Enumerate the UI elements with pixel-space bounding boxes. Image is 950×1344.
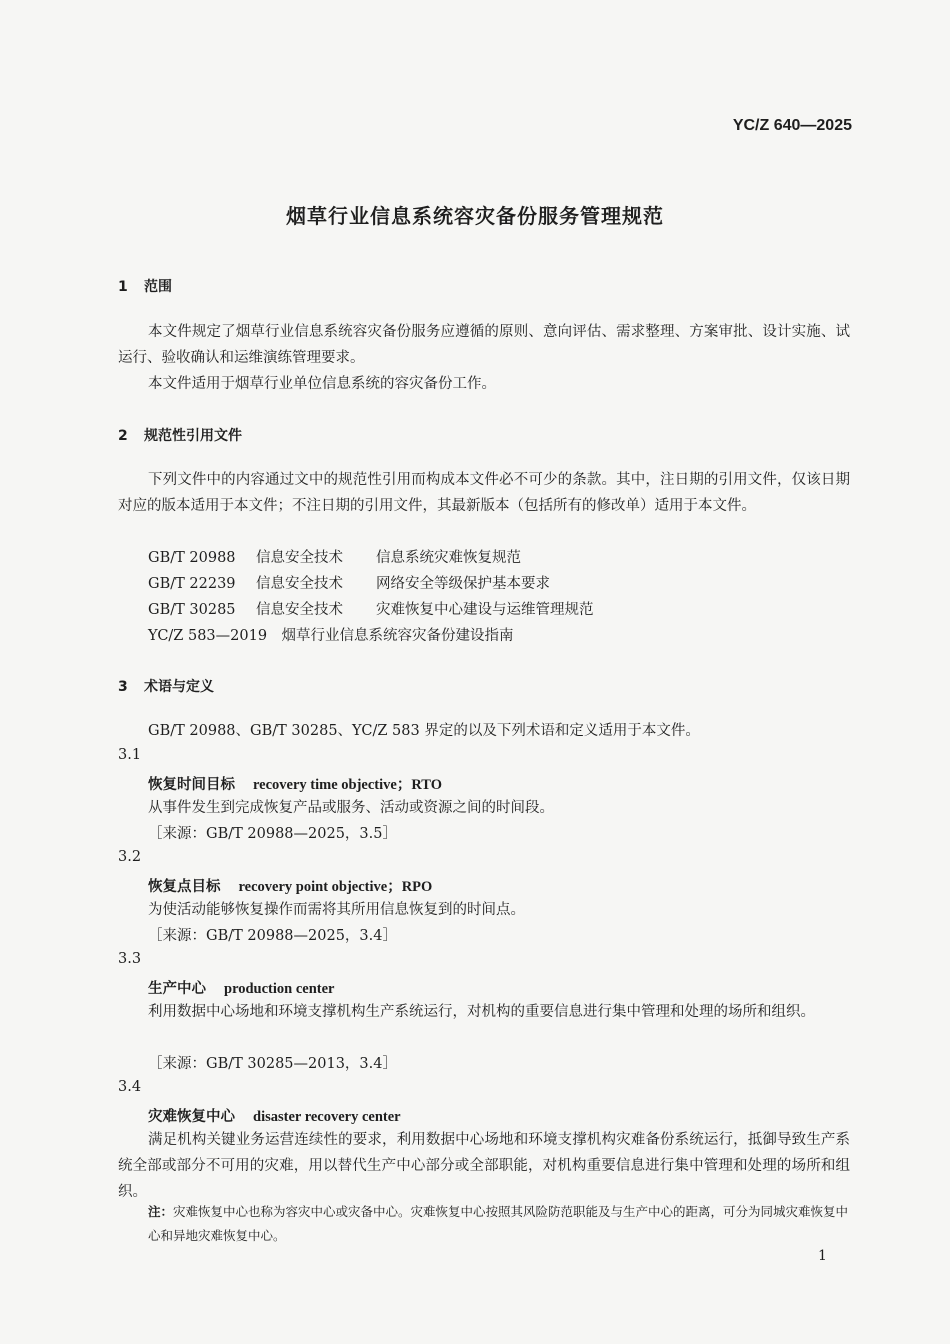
- page-number: 1: [818, 1248, 827, 1264]
- term-number: 3.4: [118, 1079, 142, 1095]
- term-number: 3.2: [118, 849, 142, 865]
- section-title: 范围: [144, 279, 172, 295]
- section-number: 1: [118, 279, 128, 295]
- term-en: production center: [224, 981, 335, 997]
- section-number: 2: [118, 428, 128, 444]
- reference-code: GB/T 30285: [148, 602, 236, 618]
- term-number: 3.3: [118, 951, 142, 967]
- term-heading: [148, 977, 335, 998]
- term-zh: 灾难恢复中心: [148, 1108, 235, 1125]
- note-text: 灾难恢复中心也称为容灾中心或灾备中心。灾难恢复中心按照其风险防范职能及与生产中心的距离，可分为同城灾难恢复中心和异地灾难恢复中心。: [148, 1204, 849, 1243]
- term-heading: [148, 1105, 401, 1126]
- term-en: recovery point objective；RPO: [238, 879, 433, 895]
- section-number: 3: [118, 679, 128, 695]
- note: [148, 1200, 850, 1248]
- section-3-heading: [118, 676, 214, 696]
- term-en: disaster recovery center: [253, 1109, 401, 1125]
- section-1-heading: [118, 276, 172, 296]
- term-definition: 从事件发生到完成恢复产品或服务、活动或资源之间的时间段。: [148, 800, 554, 816]
- reference-code: GB/T 20988: [148, 550, 236, 566]
- term-source: ［来源：GB/T 20988—2025，3.4］: [148, 928, 397, 944]
- reference-title: 网络安全等级保护基本要求: [376, 576, 550, 592]
- normative-references-paragraph: 下列文件中的内容通过文中的规范性引用而构成本文件必不可少的条款。其中，注日期的引用文件，仅该日期对应的版本适用于本文件；不注日期的引用文件，其最新版本（包括所有的修改单）适用于本文件。: [118, 472, 850, 514]
- term-source: ［来源：GB/T 20988—2025，3.5］: [148, 826, 397, 842]
- term-zh: 生产中心: [148, 980, 206, 997]
- reference-category: 信息安全技术: [256, 550, 343, 566]
- document-title: 烟草行业信息系统容灾备份服务管理规范: [286, 204, 664, 228]
- terms-intro: GB/T 20988、GB/T 30285、YC/Z 583 界定的以及下列术语和定义适用于本文件。: [148, 723, 700, 739]
- term-heading: [148, 875, 432, 896]
- standard-code: YC/Z 640—2025: [732, 117, 852, 134]
- term-definition: 为使活动能够恢复操作而需将其所用信息恢复到的时间点。: [148, 902, 525, 918]
- term-definition: 满足机构关键业务运营连续性的要求，利用数据中心场地和环境支撑机构灾难备份系统运行，抵御导致生产系统全部或部分不可用的灾难，用以替代生产中心部分或全部职能，对机构重要信息进行集中管理和处理的场所和组织。: [118, 1132, 850, 1200]
- reference-item: [148, 545, 880, 571]
- section-title: 规范性引用文件: [144, 428, 242, 444]
- term-zh: 恢复时间目标: [148, 776, 235, 793]
- reference-category: 信息安全技术: [256, 602, 343, 618]
- reference-category: 信息安全技术: [256, 576, 343, 592]
- scope-paragraph-1: 本文件规定了烟草行业信息系统容灾备份服务应遵循的原则、意向评估、需求整理、方案审批、设计实施、试运行、验收确认和运维演练管理要求。: [118, 324, 850, 366]
- term-definition: 利用数据中心场地和环境支撑机构生产系统运行，对机构的重要信息进行集中管理和处理的场所和组织。: [148, 1004, 815, 1020]
- reference-item: [148, 597, 880, 623]
- reference-item: YC/Z 583—2019 烟草行业信息系统容灾备份建设指南: [148, 628, 514, 644]
- note-label: 注：: [148, 1204, 174, 1219]
- reference-code: GB/T 22239: [148, 576, 236, 592]
- section-2-heading: [118, 425, 242, 445]
- reference-item: [148, 571, 880, 597]
- term-source: ［来源：GB/T 30285—2013，3.4］: [148, 1056, 397, 1072]
- term-en: recovery time objective；RTO: [253, 777, 442, 793]
- section-title: 术语与定义: [144, 679, 214, 695]
- reference-title: 灾难恢复中心建设与运维管理规范: [376, 602, 594, 618]
- term-zh: 恢复点目标: [148, 878, 221, 895]
- term-number: 3.1: [118, 747, 142, 763]
- term-heading: [148, 773, 442, 794]
- reference-title: 信息系统灾难恢复规范: [376, 550, 521, 566]
- scope-paragraph-2: 本文件适用于烟草行业单位信息系统的容灾备份工作。: [148, 376, 496, 392]
